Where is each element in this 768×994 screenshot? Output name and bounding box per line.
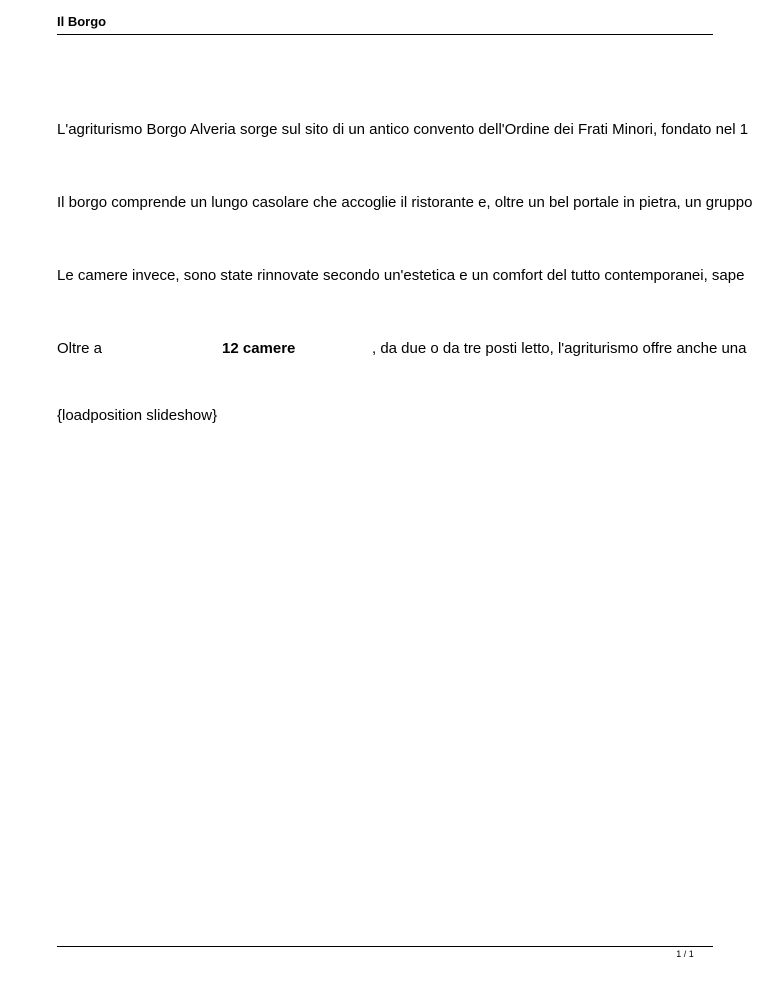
paragraph-casolare: Il borgo comprende un lungo casolare che accoglie il ristorante e, oltre un bel portale in pietra, un gruppo	[57, 194, 753, 211]
header-divider	[57, 34, 713, 35]
page-number: 1 / 1	[676, 949, 694, 959]
paragraph-oltre-intro: Oltre a	[57, 340, 103, 357]
paragraph-convento: L'agriturismo Borgo Alveria sorge sul sito di un antico convento dell'Ordine dei Frati Minori, fondato nel 1	[57, 121, 749, 138]
footer-divider	[57, 946, 713, 947]
page-header-title: Il Borgo	[57, 14, 107, 29]
rooms-count-highlight: 12 camere	[222, 340, 296, 357]
paragraph-camere: Le camere invece, sono state rinnovate secondo un'estetica e un comfort del tutto contemporanei, sape	[57, 267, 745, 284]
paragraph-oltre-rest: , da due o da tre posti letto, l'agriturismo offre anche una	[372, 340, 747, 357]
slideshow-placeholder: {loadposition slideshow}	[57, 407, 218, 424]
